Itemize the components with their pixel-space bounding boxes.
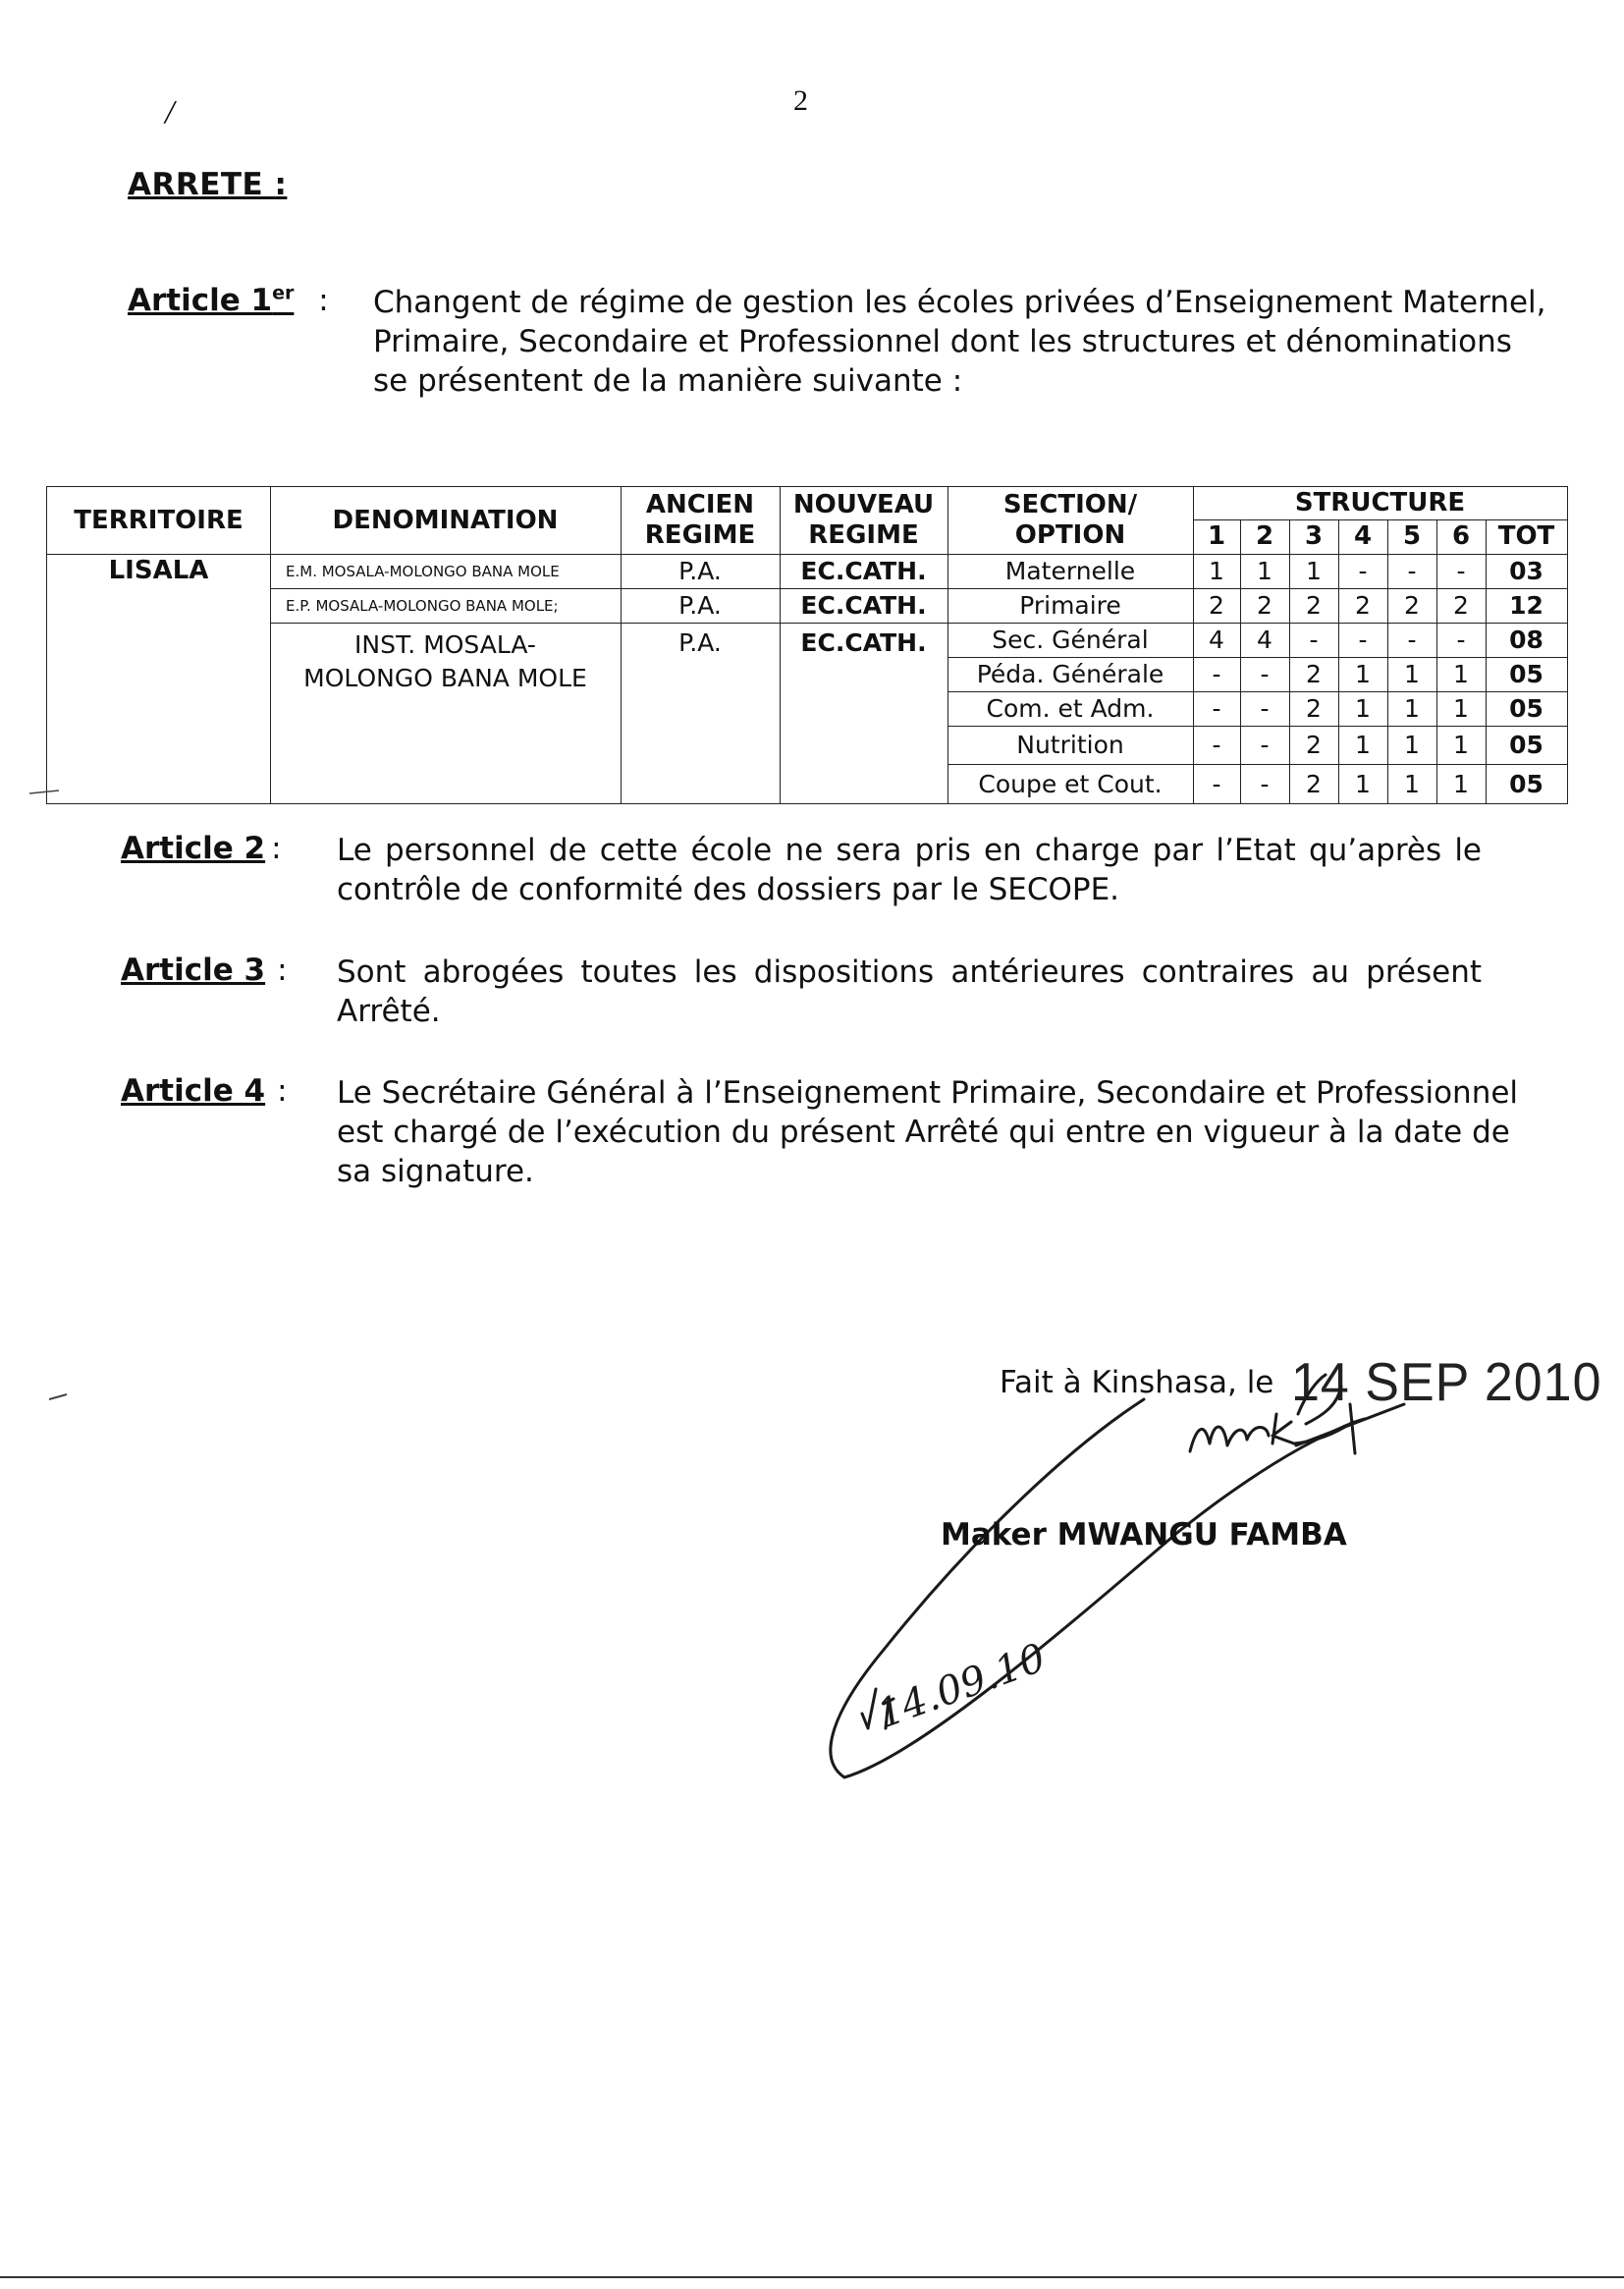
structure-value-cell: - <box>1309 626 1319 654</box>
scan-mark <box>29 790 59 793</box>
structure-value-cell: - <box>1212 660 1221 688</box>
structure-value-cell: 1 <box>1453 731 1469 759</box>
structure-value-cell: 2 <box>1209 591 1224 620</box>
header-col-5: 5 <box>1402 521 1422 551</box>
header-ancien-regime: ANCIEN REGIME <box>644 490 756 550</box>
bottom-rule <box>0 2276 1624 2278</box>
structure-value-cell: - <box>1260 731 1270 759</box>
article-4-label: Article 4 : <box>121 1073 288 1109</box>
structure-value-cell: - <box>1212 731 1221 759</box>
document-heading: ARRETE : <box>128 167 288 202</box>
denomination-cell: E.P. MOSALA-MOLONGO BANA MOLE; <box>286 596 559 615</box>
article-2-line: Le personnel de cette école ne sera pris en charge par l’Etat qu’après le <box>337 833 1482 868</box>
page-number: 2 <box>793 84 808 117</box>
ancien-regime-cell: P.A. <box>678 627 722 657</box>
article-3-label: Article 3 : <box>121 953 288 988</box>
structure-value-cell: - <box>1456 557 1466 585</box>
article-1-line: Changent de régime de gestion les écoles privées d’Enseignement Maternel, <box>373 285 1546 320</box>
header-nouveau-regime: NOUVEAU REGIME <box>792 490 935 550</box>
structure-value-cell: 2 <box>1453 591 1469 620</box>
article-4-line: sa signature. <box>337 1154 534 1189</box>
article-2-line: contrôle de conformité des dossiers par le SECOPE. <box>337 872 1120 907</box>
structure-value-cell: 2 <box>1306 591 1322 620</box>
structure-value-cell: - <box>1358 626 1368 654</box>
structure-value-cell: 4 <box>1257 626 1272 654</box>
article-1-title: Article 1er <box>128 283 295 319</box>
handwritten-date: 14.09.10 <box>871 1635 1052 1738</box>
structure-value-cell: 1 <box>1404 731 1420 759</box>
article-1-label: Article 1er : <box>128 283 329 319</box>
structure-value-cell: - <box>1358 557 1368 585</box>
header-col-1: 1 <box>1207 521 1226 551</box>
denomination-cell: E.M. MOSALA-MOLONGO BANA MOLE <box>286 562 560 580</box>
scan-mark <box>49 1394 67 1399</box>
article-4-line: Le Secrétaire Général à l’Enseignement Primaire, Secondaire et Professionnel <box>337 1075 1519 1111</box>
header-col-6: 6 <box>1451 521 1471 551</box>
denomination-cell: INST. MOSALA- MOLONGO BANA MOLE <box>303 630 587 692</box>
structure-value-cell: 2 <box>1257 591 1272 620</box>
date-stamp: 14 SEP 2010 <box>1291 1352 1602 1413</box>
place-date-line: Fait à Kinshasa, le <box>1000 1365 1274 1400</box>
structure-value-cell: 2 <box>1306 694 1322 723</box>
structure-value-cell: 1 <box>1257 557 1272 585</box>
signer-name: Maker MWANGU FAMBA <box>941 1517 1347 1553</box>
ancien-regime-cell: P.A. <box>678 557 722 585</box>
total-cell: 05 <box>1509 731 1543 759</box>
header-col-4: 4 <box>1353 521 1373 551</box>
structure-value-cell: 2 <box>1306 769 1322 798</box>
header-section-option: SECTION/ OPTION <box>1002 490 1138 550</box>
structure-value-cell: - <box>1260 660 1270 688</box>
nouveau-regime-cell: EC.CATH. <box>800 591 927 620</box>
structure-value-cell: - <box>1407 557 1417 585</box>
structure-value-cell: - <box>1407 626 1417 654</box>
margin-mark: / <box>165 94 175 131</box>
structure-value-cell: 1 <box>1355 731 1371 759</box>
total-cell: 08 <box>1509 626 1543 654</box>
structure-value-cell: 2 <box>1306 731 1322 759</box>
structure-value-cell: - <box>1212 694 1221 723</box>
article-1-line: se présentent de la manière suivante : <box>373 363 963 399</box>
header-structure: STRUCTURE <box>1294 488 1466 518</box>
structure-value-cell: 1 <box>1355 769 1371 798</box>
structure-value-cell: - <box>1456 626 1466 654</box>
total-cell: 05 <box>1509 769 1543 798</box>
header-col-2: 2 <box>1255 521 1274 551</box>
header-col-3: 3 <box>1304 521 1324 551</box>
section-option-cell: Nutrition <box>1016 731 1124 759</box>
structure-value-cell: 1 <box>1355 694 1371 723</box>
structure-value-cell: 1 <box>1453 694 1469 723</box>
structure-value-cell: 1 <box>1404 660 1420 688</box>
structure-value-cell: 1 <box>1404 694 1420 723</box>
structure-value-cell: 1 <box>1453 660 1469 688</box>
section-option-cell: Maternelle <box>1004 557 1136 585</box>
article-1-line: Primaire, Secondaire et Professionnel dont les structures et dénominations <box>373 324 1512 359</box>
structure-value-cell: 1 <box>1404 769 1420 798</box>
structure-value-cell: 1 <box>1453 769 1469 798</box>
structure-value-cell: 1 <box>1355 660 1371 688</box>
structure-value-cell: - <box>1260 694 1270 723</box>
header-denomination: DENOMINATION <box>332 505 559 535</box>
article-4-line: est chargé de l’exécution du présent Arrêté qui entre en vigueur à la date de <box>337 1115 1510 1150</box>
section-option-cell: Coupe et Cout. <box>978 769 1163 798</box>
ancien-regime-cell: P.A. <box>678 591 722 620</box>
article-3-line: Sont abrogées toutes les dispositions antérieures contraires au présent <box>337 954 1482 990</box>
section-option-cell: Com. et Adm. <box>986 694 1155 723</box>
structure-value-cell: 2 <box>1306 660 1322 688</box>
structure-value-cell: 2 <box>1355 591 1371 620</box>
structure-value-cell: 1 <box>1306 557 1322 585</box>
total-cell: 12 <box>1509 591 1543 620</box>
nouveau-regime-cell: EC.CATH. <box>800 557 927 585</box>
territoire-cell: LISALA <box>108 556 209 585</box>
header-territoire: TERRITOIRE <box>74 505 244 535</box>
structure-value-cell: - <box>1260 769 1270 798</box>
section-option-cell: Péda. Générale <box>976 660 1164 688</box>
structure-value-cell: 2 <box>1404 591 1420 620</box>
section-option-cell: Sec. Général <box>992 626 1149 654</box>
total-cell: 03 <box>1509 557 1543 585</box>
header-col-tot: TOT <box>1497 521 1555 551</box>
structure-value-cell: - <box>1212 769 1221 798</box>
total-cell: 05 <box>1509 694 1543 723</box>
structure-value-cell: 4 <box>1209 626 1224 654</box>
structure-value-cell: 1 <box>1209 557 1224 585</box>
section-option-cell: Primaire <box>1019 591 1121 620</box>
article-2-label: Article 2 : <box>121 831 282 866</box>
nouveau-regime-cell: EC.CATH. <box>800 627 927 657</box>
total-cell: 05 <box>1509 660 1543 688</box>
article-3-line: Arrêté. <box>337 994 441 1029</box>
